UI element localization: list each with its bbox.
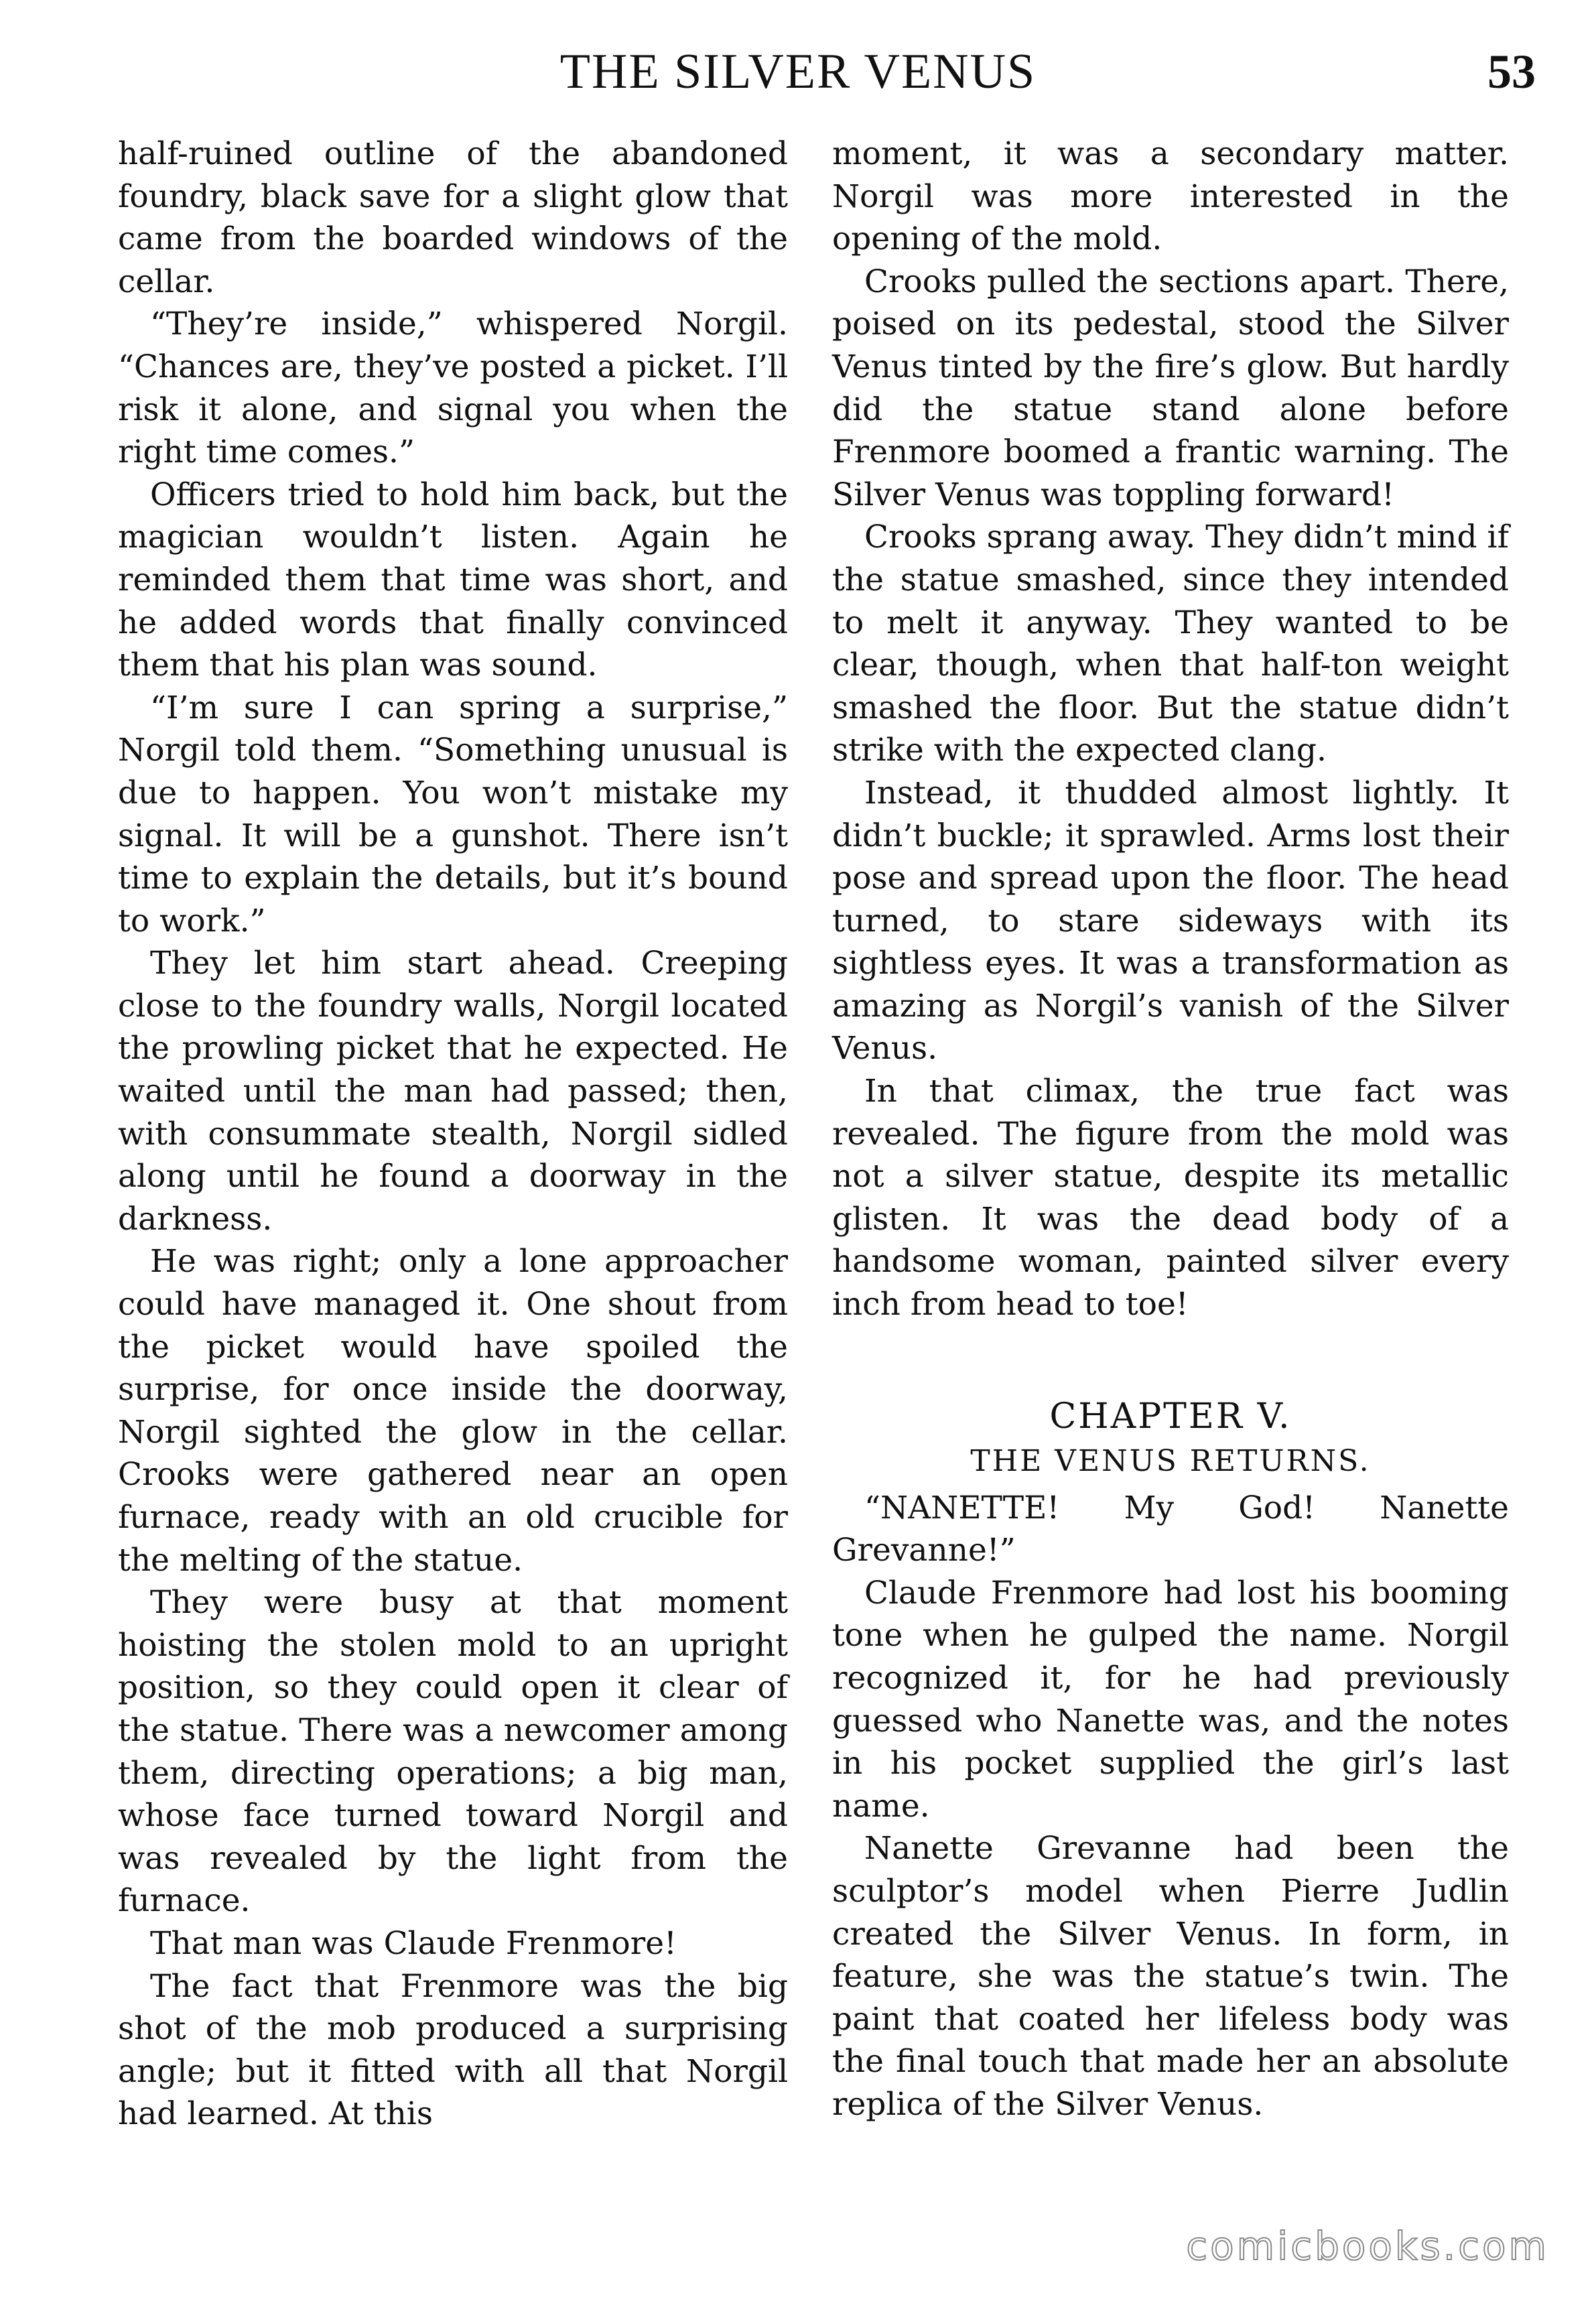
running-title: THE SILVER VENUS (559, 44, 1037, 99)
paragraph: He was right; only a lone approacher could have managed it. One shout from the picket would have spoiled the surprise, for once inside the doorway, Norgil sighted the glow in the cellar. Crooks were gathered near an open furnace, ready with an old crucible for the melting of the statue. (118, 1243, 788, 1579)
watermark: comicbooks.com (1186, 2223, 1549, 2269)
paragraph: “They’re inside,” whispered Norgil. “Chances are, they’ve posted a picket. I’ll risk it alone, and signal you when the right time comes.” (118, 306, 788, 471)
left-column (118, 133, 788, 2136)
paragraph: Officers tried to hold him back, but the magician wouldn’t listen. Again he reminded them that time was short, and he added words that finally convinced them that his plan was sound. (118, 476, 788, 684)
chapter-number: CHAPTER V. (1049, 1396, 1292, 1437)
chapter-title: THE VENUS RETURNS. (970, 1443, 1371, 1478)
right-column (832, 133, 1509, 2126)
paragraph: “I’m sure I can spring a surprise,” Norgil told them. “Something unusual is due to happen. You won’t mistake my signal. It will be a gunshot. There isn’t time to explain the details, but it’s bound to work.” (118, 689, 788, 939)
paragraph: “NANETTE! My God! Nanette Grevanne!” (832, 1489, 1509, 1569)
paragraph: Instead, it thudded almost lightly. It didn’t buckle; it sprawled. Arms lost their pose and spread upon the floor. The head turned, to stare sideways with its sightless eyes. It was a transformation as amazing as Norgil’s vanish of the Silver Venus. (832, 774, 1509, 1067)
paragraph: half-ruined outline of the abandoned foundry, black save for a slight glow that came from the boarded windows of the cellar. (118, 135, 788, 300)
paragraph: Claude Frenmore had lost his booming tone when he gulped the name. Norgil recognized it, for he had previously guessed who Nanette was, and the notes in his pocket supplied the girl’s last name. (832, 1574, 1509, 1825)
paragraph: They were busy at that moment hoisting the stolen mold to an upright position, so they could open it clear of the statue. There was a newcomer among them, directing operations; a big man, whose face turned toward Norgil and was revealed by the light from the furnace. (118, 1584, 788, 1920)
paragraph: Nanette Grevanne had been the sculptor’s model when Pierre Judlin created the Silver Venus. In form, in feature, she was the statue’s twin. The paint that coated her lifeless body was the final touch that made her an absolute replica of the Silver Venus. (832, 1830, 1509, 2123)
paragraph: The fact that Frenmore was the big shot of the mob produced a surprising angle; but it fitted with all that Norgil had learned. At this (118, 1967, 788, 2133)
paragraph: Crooks sprang away. They didn’t mind if the statue smashed, since they intended to melt it anyway. They wanted to be clear, though, when that half-ton weight smashed the floor. But the statue didn’t strike with the expected clang. (832, 519, 1509, 769)
paragraph: In that climax, the true fact was revealed. The figure from the mold was not a silver statue, despite its metallic glisten. It was the dead body of a handsome woman, painted silver every inch from head to toe! (832, 1073, 1509, 1323)
paragraph: moment, it was a secondary matter. Norgil was more interested in the opening of the mold. (832, 135, 1509, 258)
paragraph: That man was Claude Frenmore! (150, 1924, 677, 1962)
paragraph: They let him start ahead. Creeping close to the foundry walls, Norgil located the prowling picket that he expected. He waited until the man had passed; then, with consummate stealth, Norgil sidled along until he found a doorway in the darkness. (118, 945, 788, 1238)
paragraph: Crooks pulled the sections apart. There, poised on its pedestal, stood the Silver Venus tinted by the fire’s glow. But hardly did the statue stand alone before Frenmore boomed a frantic warning. The Silver Venus was toppling forward! (832, 263, 1509, 513)
page-number: 53 (1487, 45, 1536, 99)
